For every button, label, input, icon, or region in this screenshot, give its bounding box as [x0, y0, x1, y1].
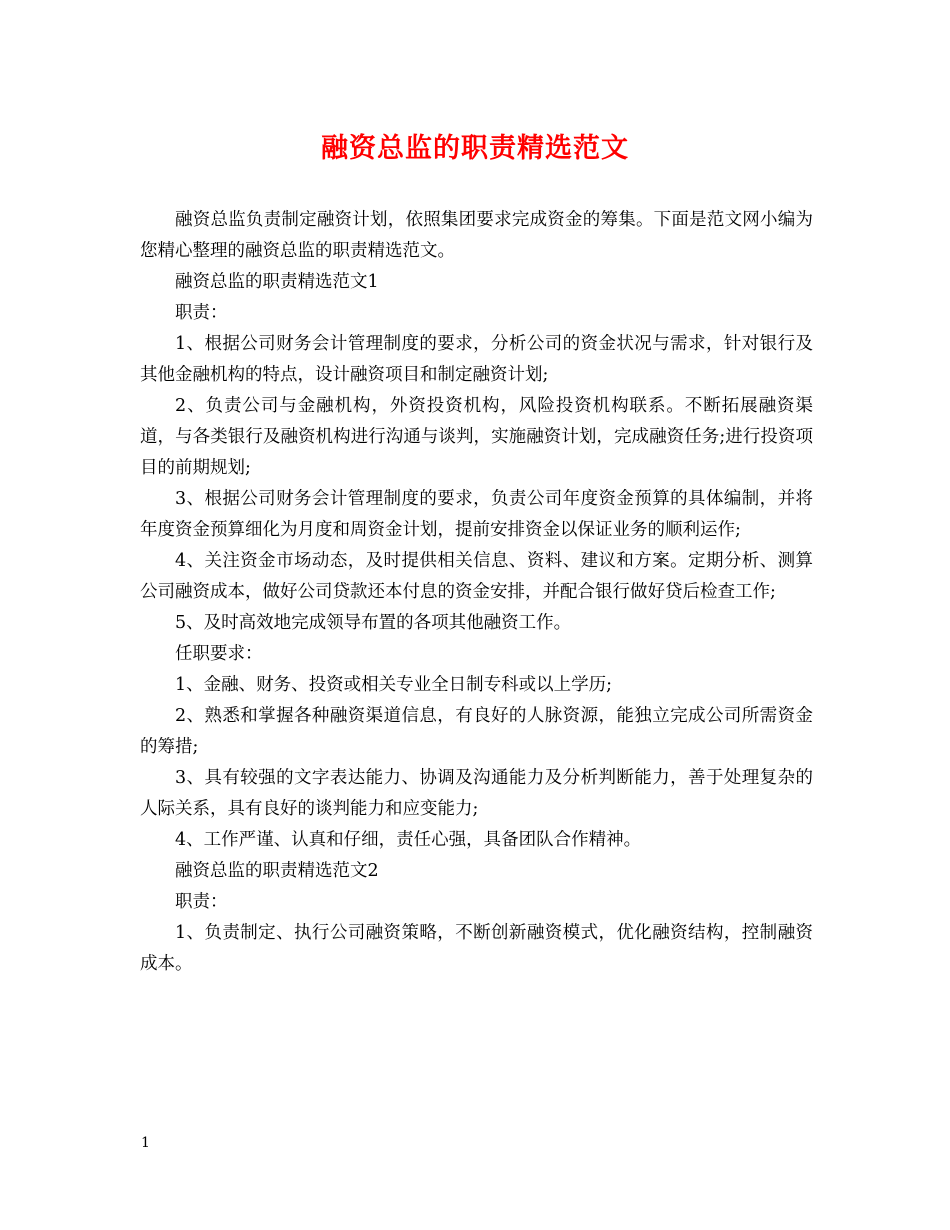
- responsibility-item: 2、负责公司与金融机构，外资投资机构，风险投资机构联系。不断拓展融资渠道，与各类银行及融资机构进行沟通与谈判，实施融资计划，完成融资任务;进行投资项目的前期规划;: [140, 396, 813, 478]
- responsibility-item: 5、及时高效地完成领导布置的各项其他融资工作。: [175, 613, 572, 633]
- requirements-label: 任职要求：: [175, 644, 263, 664]
- responsibilities-label: 职责：: [175, 303, 228, 323]
- requirement-item: 1、金融、财务、投资或相关专业全日制专科或以上学历;: [175, 675, 613, 695]
- responsibility-item: 3、根据公司财务会计管理制度的要求，负责公司年度资金预算的具体编制，并将年度资金预算细化为月度和周资金计划，提前安排资金以保证业务的顺利运作;: [140, 489, 813, 540]
- section-heading-sample-2: 融资总监的职责精选范文2: [175, 861, 379, 881]
- requirement-item: 3、具有较强的文字表达能力、协调及沟通能力及分析判断能力，善于处理复杂的人际关系，具有良好的谈判能力和应变能力;: [140, 768, 813, 819]
- responsibility-item: 4、关注资金市场动态，及时提供相关信息、资料、建议和方案。定期分析、测算公司融资成本，做好公司贷款还本付息的资金安排，并配合银行做好贷后检查工作;: [140, 551, 813, 602]
- document-body: [140, 205, 813, 980]
- requirement-item: 2、熟悉和掌握各种融资渠道信息，有良好的人脉资源，能独立完成公司所需资金的筹措;: [140, 706, 813, 757]
- page-number: 1: [141, 1135, 150, 1151]
- responsibilities-label: 职责：: [175, 892, 228, 912]
- section-heading-sample-1: 融资总监的职责精选范文1: [175, 272, 379, 292]
- responsibility-item: 1、负责制定、执行公司融资策略，不断创新融资模式，优化融资结构，控制融资成本。: [140, 923, 813, 974]
- intro-paragraph: 融资总监负责制定融资计划，依照集团要求完成资金的筹集。下面是范文网小编为您精心整理的融资总监的职责精选范文。: [140, 210, 813, 261]
- requirement-item: 4、工作严谨、认真和仔细，责任心强，具备团队合作精神。: [175, 830, 642, 850]
- document-title: 融资总监的职责精选范文: [321, 133, 629, 164]
- responsibility-item: 1、根据公司财务会计管理制度的要求，分析公司的资金状况与需求，针对银行及其他金融机构的特点，设计融资项目和制定融资计划;: [140, 334, 813, 385]
